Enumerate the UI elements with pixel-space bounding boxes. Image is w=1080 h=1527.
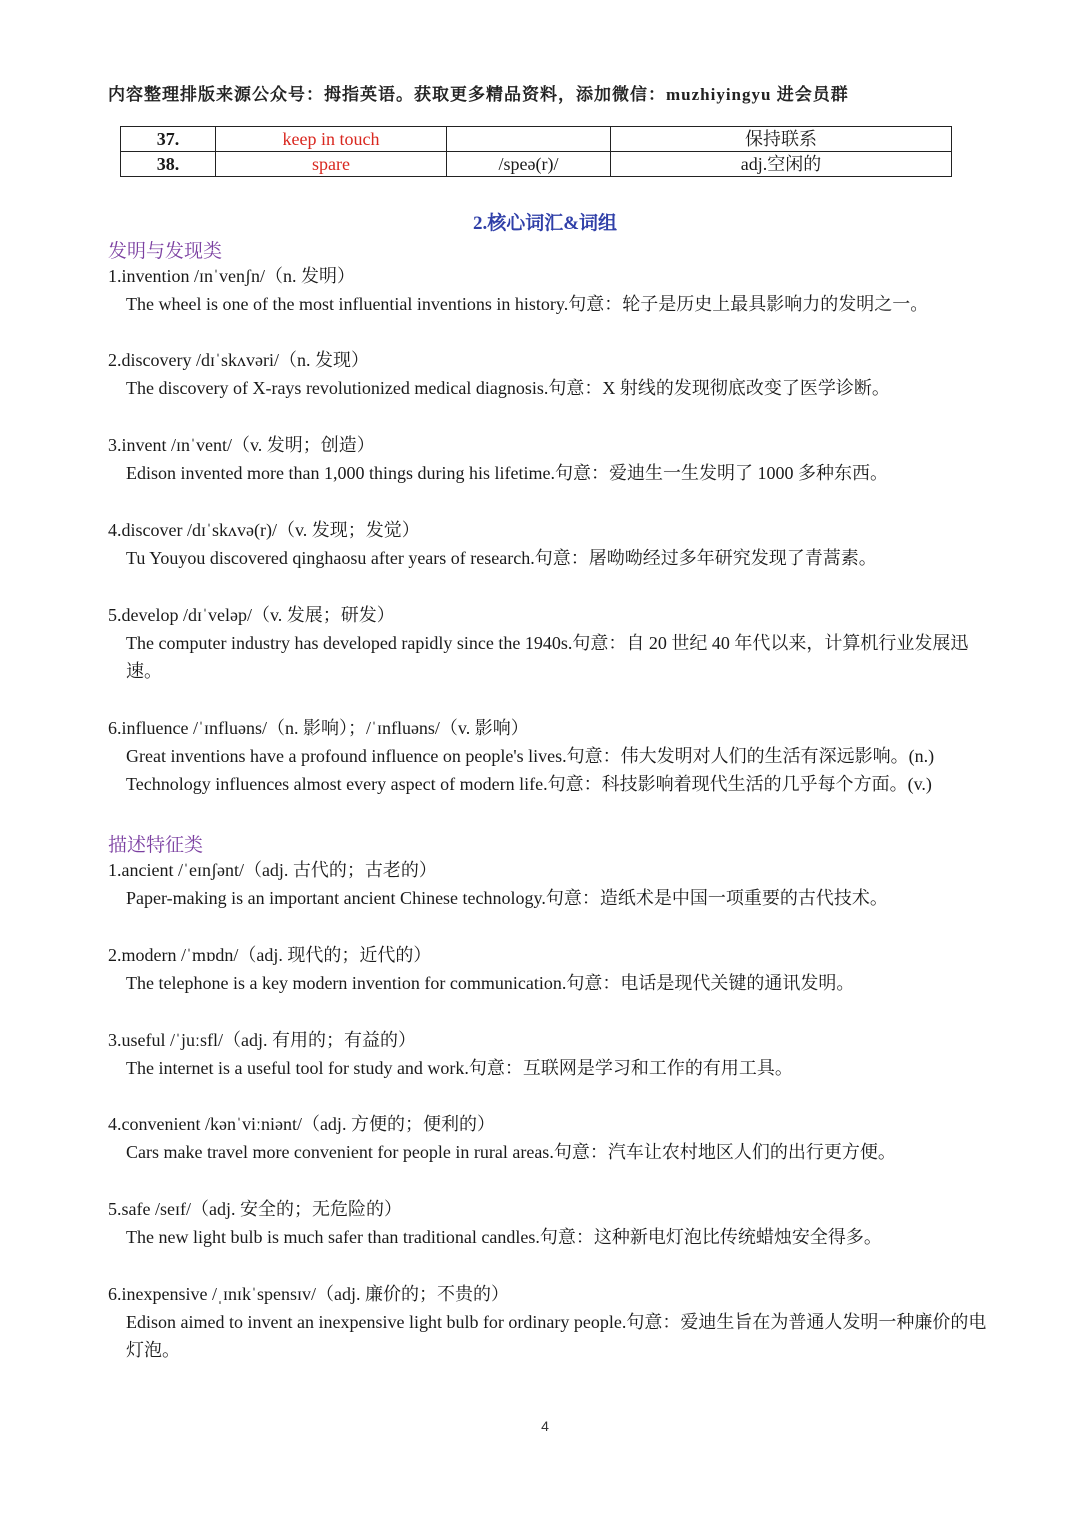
entry-head: 3.useful /ˈjuːsfl/（adj. 有用的；有益的） [108, 1030, 416, 1050]
entry-example: The wheel is one of the most influential inventions in history.句意：轮子是历史上最具影响力的发明之一。 [126, 294, 929, 314]
entry-head: 2.modern /ˈmɒdn/（adj. 现代的；近代的） [108, 945, 432, 965]
entry-head: 6.influence /ˈɪnfluəns/（n. 影响）；/ˈɪnfluəns/（v. 影响） [108, 718, 529, 738]
vocab-entry [108, 941, 988, 997]
vocab-entry [108, 1280, 988, 1364]
entry-head: 1.invention /ɪnˈvenʃn/（n. 发明） [108, 266, 355, 286]
entry-example: Paper-making is an important ancient Chinese technology.句意：造纸术是中国一项重要的古代技术。 [126, 888, 888, 908]
entry-head: 5.develop /dɪˈveləp/（v. 发展；研发） [108, 605, 395, 625]
page-number: 4 [541, 1418, 549, 1434]
vocab-table [120, 126, 952, 177]
entry-head: 1.ancient /ˈeɪnʃənt/（adj. 古代的；古老的） [108, 860, 437, 880]
entry-example: Tu Youyou discovered qinghaosu after years of research.句意：屠呦呦经过多年研究发现了青蒿素。 [126, 548, 877, 568]
row-phonetic: /speə(r)/ [447, 152, 611, 177]
vocab-entry [108, 601, 988, 685]
vocab-entry [108, 431, 988, 487]
entry-example: The new light bulb is much safer than traditional candles.句意：这种新电灯泡比传统蜡烛安全得多。 [126, 1227, 882, 1247]
vocab-entry [108, 516, 988, 572]
entry-example: The internet is a useful tool for study and work.句意：互联网是学习和工作的有用工具。 [126, 1058, 793, 1078]
row-phonetic [447, 127, 611, 152]
row-word: keep in touch [216, 127, 447, 152]
vocab-entry [108, 262, 988, 318]
entry-example: Edison invented more than 1,000 things during his lifetime.句意：爱迪生一生发明了 1000 多种东西。 [126, 463, 888, 483]
row-number: 38. [121, 152, 216, 177]
entry-example: Technology influences almost every aspect of modern life.句意：科技影响着现代生活的几乎每个方面。(v.) [126, 774, 932, 794]
vocab-entry [108, 346, 988, 402]
entry-head: 4.discover /dɪˈskʌvə(r)/（v. 发现；发觉） [108, 520, 420, 540]
row-meaning: 保持联系 [611, 127, 952, 152]
entry-head: 3.invent /ɪnˈvent/（v. 发明；创造） [108, 435, 375, 455]
entry-example: The computer industry has developed rapidly since the 1940s.句意：自 20 世纪 40 年代以来，计算机行业发展迅速。 [126, 633, 969, 681]
category-title: 描述特征类 [108, 835, 204, 856]
table-row [121, 152, 952, 177]
vocab-entry [108, 1110, 988, 1166]
entry-head: 5.safe /seɪf/（adj. 安全的；无危险的） [108, 1199, 402, 1219]
entry-head: 4.convenient /kənˈviːniənt/（adj. 方便的；便利的） [108, 1114, 495, 1134]
vocab-entry [108, 856, 988, 912]
row-number: 37. [121, 127, 216, 152]
entry-example: The discovery of X-rays revolutionized medical diagnosis.句意：X 射线的发现彻底改变了医学诊断。 [126, 378, 890, 398]
vocab-entry [108, 1195, 988, 1251]
entry-head: 2.discovery /dɪˈskʌvəri/（n. 发现） [108, 350, 369, 370]
entry-example: Great inventions have a profound influence on people's lives.句意：伟大发明对人们的生活有深远影响。(n.) [126, 746, 935, 766]
table-row [121, 127, 952, 152]
source-header: 内容整理排版来源公众号：拇指英语。获取更多精品资料，添加微信：muzhiyingyu 进会员群 [108, 85, 849, 104]
entry-example: The telephone is a key modern invention for communication.句意：电话是现代关键的通讯发明。 [126, 973, 855, 993]
row-word: spare [216, 152, 447, 177]
entry-head: 6.inexpensive /ˌɪnɪkˈspensɪv/（adj. 廉价的；不贵的） [108, 1284, 509, 1304]
vocab-entry [108, 714, 988, 798]
entry-example: Edison aimed to invent an inexpensive light bulb for ordinary people.句意：爱迪生旨在为普通人发明一种廉价的电灯泡。 [126, 1312, 987, 1360]
category-title: 发明与发现类 [108, 241, 223, 262]
row-meaning: adj.空闲的 [611, 152, 952, 177]
section-title: 2.核心词汇&词组 [472, 213, 618, 234]
vocab-entry [108, 1026, 988, 1082]
entry-example: Cars make travel more convenient for people in rural areas.句意：汽车让农村地区人们的出行更方便。 [126, 1142, 896, 1162]
